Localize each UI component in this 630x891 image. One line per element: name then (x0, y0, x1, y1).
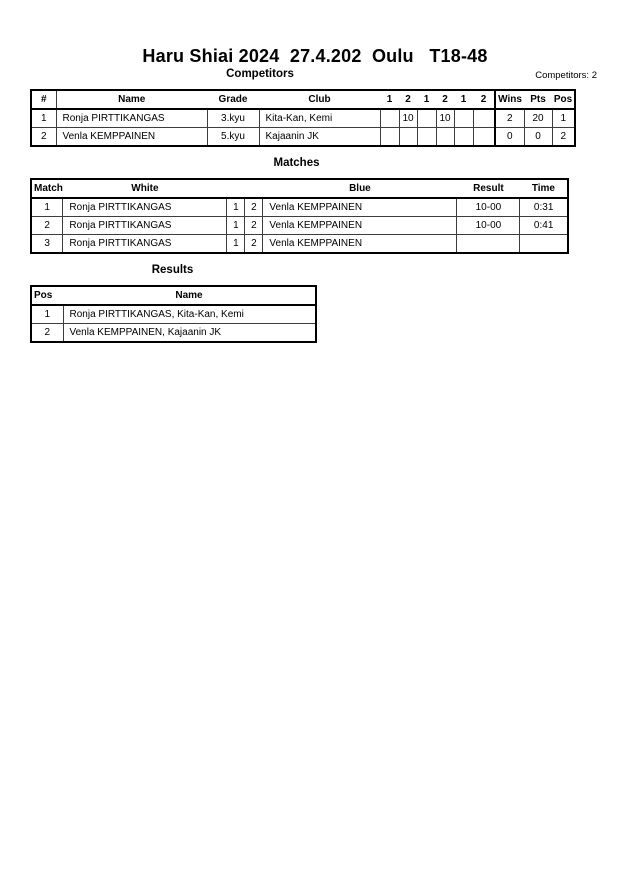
col-header-pos: Pos (552, 90, 575, 109)
competitor-name: Venla KEMPPAINEN (56, 128, 207, 147)
score-cell (454, 109, 473, 128)
match-num: 1 (31, 198, 63, 217)
competitor-pts: 20 (524, 109, 552, 128)
col-header-blue: Blue (263, 179, 457, 198)
score-cell (417, 109, 436, 128)
score-cell (473, 109, 495, 128)
col-header-score-4: 2 (436, 90, 454, 109)
blue-player-num: 2 (245, 235, 263, 254)
competitors-table (30, 89, 576, 147)
score-cell (417, 128, 436, 147)
competitor-club: Kajaanin JK (259, 128, 380, 147)
competitor-name: Ronja PIRTTIKANGAS (56, 109, 207, 128)
competitor-grade: 3.kyu (207, 109, 259, 128)
white-player-num: 1 (227, 198, 245, 217)
matches-header-row (31, 179, 568, 198)
results-header-row (31, 286, 316, 305)
competitor-grade: 5.kyu (207, 128, 259, 147)
col-header-white-num (227, 179, 245, 198)
match-row (31, 235, 568, 254)
page-title: Haru Shiai 2024 27.4.202 Oulu T18-48 (142, 46, 488, 66)
score-cell: 10 (399, 109, 417, 128)
result-name: Ronja PIRTTIKANGAS, Kita-Kan, Kemi (63, 305, 316, 324)
col-header-result: Result (457, 179, 520, 198)
white-player-num: 1 (227, 217, 245, 235)
result-row (31, 305, 316, 324)
col-header-pos: Pos (31, 286, 63, 305)
white-player-num: 1 (227, 235, 245, 254)
col-header-score-3: 1 (417, 90, 436, 109)
blue-player-num: 2 (245, 217, 263, 235)
match-num: 2 (31, 217, 63, 235)
match-row (31, 217, 568, 235)
col-header-match: Match (31, 179, 63, 198)
competitor-pts: 0 (524, 128, 552, 147)
col-header-club: Club (259, 90, 380, 109)
match-time (520, 235, 568, 254)
col-header-score-1: 1 (380, 90, 399, 109)
blue-player-num: 2 (245, 198, 263, 217)
competitors-heading: Competitors (226, 68, 294, 80)
competitor-wins: 0 (495, 128, 524, 147)
competitor-row (31, 128, 575, 147)
match-time: 0:41 (520, 217, 568, 235)
competitor-pos: 2 (552, 128, 575, 147)
col-header-white: White (63, 179, 227, 198)
col-header-score-2: 2 (399, 90, 417, 109)
match-num: 3 (31, 235, 63, 254)
matches-table (30, 178, 569, 254)
white-player: Ronja PIRTTIKANGAS (63, 217, 227, 235)
col-header-result-name: Name (63, 286, 316, 305)
competitors-count: Competitors: 2 (535, 70, 597, 81)
match-result: 10-00 (457, 198, 520, 217)
result-row (31, 324, 316, 343)
col-header-time: Time (520, 179, 568, 198)
competitors-header-row (31, 90, 575, 109)
competitor-wins: 2 (495, 109, 524, 128)
col-header-pts: Pts (524, 90, 552, 109)
competitor-num: 2 (31, 128, 56, 147)
results-heading: Results (151, 264, 194, 276)
col-header-num: # (31, 90, 56, 109)
blue-player: Venla KEMPPAINEN (263, 235, 457, 254)
match-result: 10-00 (457, 217, 520, 235)
result-pos: 2 (31, 324, 63, 343)
col-header-blue-num (245, 179, 263, 198)
match-time: 0:31 (520, 198, 568, 217)
score-cell (473, 128, 495, 147)
competitor-row (31, 109, 575, 128)
match-row (31, 198, 568, 217)
white-player: Ronja PIRTTIKANGAS (63, 235, 227, 254)
matches-heading: Matches (273, 157, 320, 169)
competitor-club: Kita-Kan, Kemi (259, 109, 380, 128)
competitor-num: 1 (31, 109, 56, 128)
score-cell (399, 128, 417, 147)
score-cell (380, 128, 399, 147)
match-result (457, 235, 520, 254)
score-cell (436, 128, 454, 147)
col-header-wins: Wins (495, 90, 524, 109)
result-name: Venla KEMPPAINEN, Kajaanin JK (63, 324, 316, 343)
col-header-score-5: 1 (454, 90, 473, 109)
col-header-grade: Grade (207, 90, 259, 109)
result-pos: 1 (31, 305, 63, 324)
blue-player: Venla KEMPPAINEN (263, 217, 457, 235)
score-cell (380, 109, 399, 128)
competitor-pos: 1 (552, 109, 575, 128)
blue-player: Venla KEMPPAINEN (263, 198, 457, 217)
score-cell: 10 (436, 109, 454, 128)
col-header-name: Name (56, 90, 207, 109)
white-player: Ronja PIRTTIKANGAS (63, 198, 227, 217)
score-cell (454, 128, 473, 147)
col-header-score-6: 2 (473, 90, 495, 109)
results-table (30, 285, 317, 343)
